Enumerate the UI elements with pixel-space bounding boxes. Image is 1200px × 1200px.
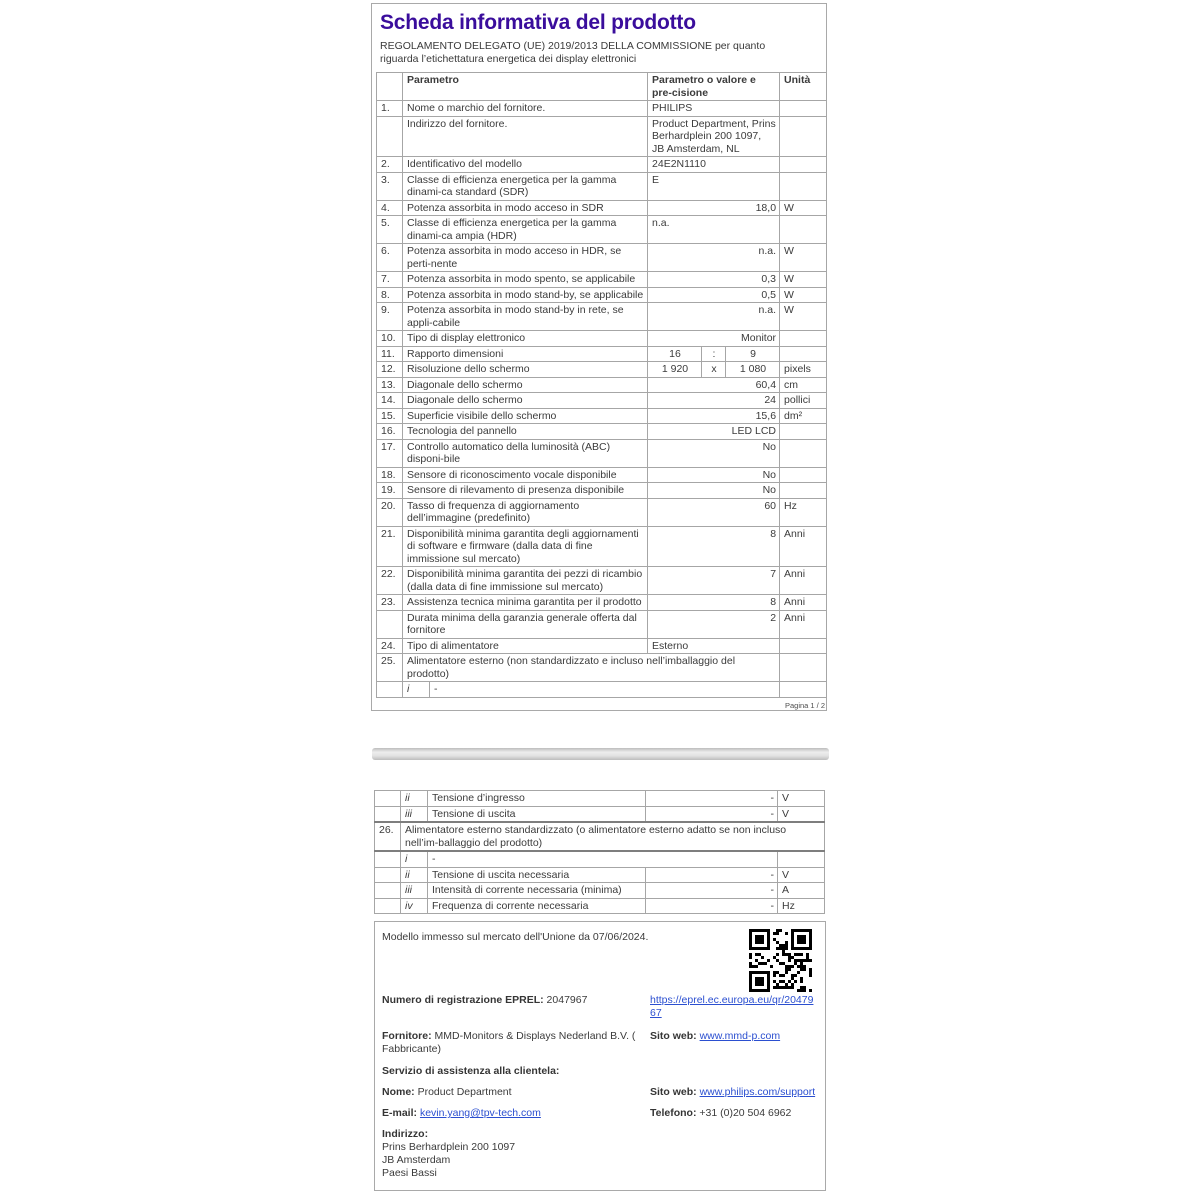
table-row (377, 244, 827, 272)
row-number-cell: 4. (377, 200, 403, 216)
row-number-cell: 25. (377, 654, 403, 682)
row-number-cell (377, 610, 403, 638)
table-row (377, 610, 827, 638)
parameter-cell: Potenza assorbita in modo acceso in SDR (403, 200, 648, 216)
parameter-cell: Rapporto dimensioni (403, 346, 648, 362)
row-number-cell: 24. (377, 638, 403, 654)
value-separator-cell: x (702, 362, 726, 378)
service-heading: Servizio di assistenza alla clientela: (382, 1065, 560, 1077)
table-row (377, 200, 827, 216)
table-row (377, 172, 827, 200)
unit-cell: V (778, 791, 825, 807)
unit-cell (780, 682, 827, 698)
parameter-cell: Tasso di frequenza di aggiornamento dell’immagine (predefinito) (403, 498, 648, 526)
value-cell: - (646, 883, 778, 899)
parameter-cell: Classe di efficienza energetica per la gamma dinami-ca ampia (HDR) (403, 216, 648, 244)
row-number-cell: 2. (377, 157, 403, 173)
row-number-cell (375, 851, 401, 867)
table-row (377, 303, 827, 331)
parameter-cell: Identificativo del modello (403, 157, 648, 173)
unit-cell: W (780, 287, 827, 303)
table-row (377, 157, 827, 173)
value-cell: n.a. (648, 303, 780, 331)
table-row (375, 822, 825, 851)
value-cell: Product Department, Prins Berhardplein 200 1097, JB Amsterdam, NL (648, 116, 780, 157)
value-cell: - (428, 851, 778, 867)
parameter-cell: Disponibilità minima garantita dei pezzi di ricambio (dalla data di fine immissione sul mercato) (403, 567, 648, 595)
parameter-cell: Nome o marchio del fornitore. (403, 101, 648, 117)
unit-cell (780, 331, 827, 347)
value-cell: n.a. (648, 216, 780, 244)
parameter-cell: Superficie visibile dello schermo (403, 408, 648, 424)
table-row (377, 393, 827, 409)
contact-name-line (382, 1086, 650, 1099)
table-row (377, 377, 827, 393)
parameter-header-cell: Parametro (403, 73, 648, 101)
value-cell: No (648, 439, 780, 467)
address-line: Prins Berhardplein 200 1097 (382, 1141, 516, 1153)
value-cell: E (648, 172, 780, 200)
row-number-header-cell (377, 73, 403, 101)
table-row (377, 216, 827, 244)
table-row (377, 682, 827, 698)
table-row (377, 408, 827, 424)
sub-index-cell: iii (401, 883, 428, 899)
row-number-cell: 19. (377, 483, 403, 499)
value-separator-cell: : (702, 346, 726, 362)
unit-cell (780, 424, 827, 440)
parameter-cell: Risoluzione dello schermo (403, 362, 648, 378)
philips-support-link[interactable]: www.philips.com/support (699, 1086, 816, 1098)
unit-cell (780, 654, 827, 682)
table-row (377, 467, 827, 483)
value-cell: 1 080 (726, 362, 780, 378)
unit-cell: V (778, 867, 825, 883)
value-cell: Esterno (648, 638, 780, 654)
siteweb-label: Sito web: (650, 1030, 697, 1042)
parameter-cell: Tecnologia del pannello (403, 424, 648, 440)
unit-cell: A (778, 883, 825, 899)
qr-code (749, 929, 812, 992)
sub-index-cell: iv (401, 898, 428, 914)
unit-cell: V (778, 806, 825, 822)
value-cell: - (646, 867, 778, 883)
table-row (377, 424, 827, 440)
parameter-cell: Diagonale dello schermo (403, 393, 648, 409)
phone-label: Telefono: (650, 1107, 697, 1119)
unit-cell: Anni (780, 526, 827, 567)
parameter-cell: Durata minima della garanzia generale offerta dal fornitore (403, 610, 648, 638)
parameter-cell: Intensità di corrente necessaria (minima) (428, 883, 646, 899)
value-cell: PHILIPS (648, 101, 780, 117)
value-cell: 24 (648, 393, 780, 409)
row-number-cell: 9. (377, 303, 403, 331)
row-number-cell (377, 682, 403, 698)
unit-cell: pixels (780, 362, 827, 378)
row-number-cell: 23. (377, 595, 403, 611)
value-cell: 18,0 (648, 200, 780, 216)
page-2 (374, 790, 825, 914)
parameter-cell: Classe di efficienza energetica per la gamma dinami-ca standard (SDR) (403, 172, 648, 200)
parameter-cell: Sensore di riconoscimento vocale disponibile (403, 467, 648, 483)
parameter-cell: Controllo automatico della luminosità (ABC) disponi-bile (403, 439, 648, 467)
unit-cell (780, 483, 827, 499)
unit-cell: W (780, 303, 827, 331)
page-separator-bar (372, 748, 829, 760)
unit-cell: cm (780, 377, 827, 393)
parameter-cell: Potenza assorbita in modo stand-by in rete, se appli-cabile (403, 303, 648, 331)
table-row (377, 567, 827, 595)
unit-cell (780, 346, 827, 362)
value-cell: n.a. (648, 244, 780, 272)
value-cell: - (646, 898, 778, 914)
value-cell: 60,4 (648, 377, 780, 393)
value-cell: 60 (648, 498, 780, 526)
table-row (377, 498, 827, 526)
row-number-cell: 10. (377, 331, 403, 347)
table-row (377, 654, 827, 682)
mmd-site-link[interactable]: www.mmd-p.com (699, 1030, 781, 1042)
unit-cell: Hz (778, 898, 825, 914)
parameter-cell: Disponibilità minima garantita degli aggiornamenti di software e firmware (dalla data di fine immissione sul mercato) (403, 526, 648, 567)
table-row (377, 595, 827, 611)
market-date-line: Modello immesso sul mercato dell'Unione da 07/06/2024. (382, 931, 649, 943)
unit-cell (780, 157, 827, 173)
value-cell: 16 (648, 346, 702, 362)
parameter-cell: Tipo di display elettronico (403, 331, 648, 347)
supplier-name: MMD-Monitors & Displays Nederland B.V. ( Fabbricante) (382, 1030, 636, 1055)
siteweb-philips-line (650, 1086, 819, 1099)
row-number-cell: 5. (377, 216, 403, 244)
parameter-cell: Tensione di uscita necessaria (428, 867, 646, 883)
unit-cell: W (780, 200, 827, 216)
value-cell: Monitor (648, 331, 780, 347)
value-cell: 1 920 (648, 362, 702, 378)
row-number-cell: 18. (377, 467, 403, 483)
row-number-cell (375, 898, 401, 914)
row-number-cell: 14. (377, 393, 403, 409)
value-cell: 7 (648, 567, 780, 595)
unit-cell: dm² (780, 408, 827, 424)
product-fiche-table-page1 (376, 72, 827, 698)
parameter-cell: Frequenza di corrente necessaria (428, 898, 646, 914)
parameter-cell: Diagonale dello schermo (403, 377, 648, 393)
table-row (377, 287, 827, 303)
unit-cell: Anni (780, 595, 827, 611)
table-row (377, 331, 827, 347)
unit-cell: Anni (780, 610, 827, 638)
table-row (377, 638, 827, 654)
row-number-cell: 7. (377, 272, 403, 288)
unit-cell (780, 216, 827, 244)
table-row (375, 806, 825, 822)
row-number-cell: 21. (377, 526, 403, 567)
unit-cell: pollici (780, 393, 827, 409)
row-number-cell: 22. (377, 567, 403, 595)
value-cell: - (430, 682, 780, 698)
parameter-cell: Tensione di uscita (428, 806, 646, 822)
row-number-cell (377, 116, 403, 157)
table-row (375, 898, 825, 914)
email-line (382, 1107, 650, 1120)
row-number-cell: 15. (377, 408, 403, 424)
siteweb-label-2: Sito web: (650, 1086, 697, 1098)
table-row (377, 439, 827, 467)
unit-cell: Anni (780, 567, 827, 595)
parameter-cell: Assistenza tecnica minima garantita per il prodotto (403, 595, 648, 611)
row-number-cell: 20. (377, 498, 403, 526)
table-row (377, 346, 827, 362)
row-number-cell: 3. (377, 172, 403, 200)
parameter-cell: Sensore di rilevamento di presenza disponibile (403, 483, 648, 499)
row-number-cell (375, 867, 401, 883)
table-row (377, 272, 827, 288)
row-number-cell (375, 806, 401, 822)
page-number: Pagina 1 / 2 (784, 700, 825, 710)
sub-index-cell: iii (401, 806, 428, 822)
phone-line (650, 1107, 819, 1120)
value-cell: 24E2N1110 (648, 157, 780, 173)
supplier-label: Fornitore: (382, 1030, 432, 1042)
eprel-label: Numero di registrazione EPREL: (382, 994, 544, 1006)
sub-index-cell: i (403, 682, 430, 698)
value-cell: - (646, 806, 778, 822)
name-label: Nome: (382, 1086, 415, 1098)
address-line: Paesi Bassi (382, 1167, 437, 1179)
parameter-cell: Potenza assorbita in modo acceso in HDR, se perti-nente (403, 244, 648, 272)
unit-cell (780, 638, 827, 654)
unit-cell: W (780, 272, 827, 288)
unit-cell (778, 851, 825, 867)
table-row (375, 867, 825, 883)
table-row (375, 851, 825, 867)
table-row (375, 791, 825, 807)
parameter-cell: Alimentatore esterno (non standardizzato e incluso nell’imballaggio del prodotto) (403, 654, 780, 682)
value-cell: 0,5 (648, 287, 780, 303)
row-number-cell: 1. (377, 101, 403, 117)
row-number-cell: 26. (375, 822, 401, 851)
value-cell: 8 (648, 595, 780, 611)
page-subtitle: REGOLAMENTO DELEGATO (UE) 2019/2013 DELLA COMMISSIONE per quanto riguarda l’etichettatura energetica dei display elettronici (380, 40, 766, 65)
parameter-cell: Potenza assorbita in modo stand-by, se applicabile (403, 287, 648, 303)
row-number-cell: 13. (377, 377, 403, 393)
sub-index-cell: i (401, 851, 428, 867)
table-row (377, 116, 827, 157)
value-cell: 2 (648, 610, 780, 638)
email-label: E-mail: (382, 1107, 418, 1119)
address-line: JB Amsterdam (382, 1154, 451, 1166)
row-number-cell: 17. (377, 439, 403, 467)
email-link[interactable]: kevin.yang@tpv-tech.com (419, 1107, 541, 1119)
value-cell: No (648, 467, 780, 483)
value-cell: 8 (648, 526, 780, 567)
eprel-registration (382, 994, 650, 1020)
value-cell: - (646, 791, 778, 807)
phone-number: +31 (0)20 504 6962 (699, 1107, 792, 1119)
unit-cell (780, 439, 827, 467)
unit-cell (780, 172, 827, 200)
row-number-cell: 6. (377, 244, 403, 272)
product-fiche-table-page2 (374, 790, 825, 914)
unit-header-cell: Unità (780, 73, 827, 101)
eprel-link[interactable]: https://eprel.ec.europa.eu/qr/2047967 (650, 994, 814, 1019)
contact-name: Product Department (417, 1086, 512, 1098)
table-row (377, 101, 827, 117)
row-number-cell: 16. (377, 424, 403, 440)
row-number-cell: 8. (377, 287, 403, 303)
parameter-cell: Alimentatore esterno standardizzato (o alimentatore esterno adatto se non incluso nell’im-ballaggio del prodotto) (401, 822, 825, 851)
table-row (377, 362, 827, 378)
parameter-cell: Indirizzo del fornitore. (403, 116, 648, 157)
address-block (382, 1128, 819, 1180)
table-row (377, 526, 827, 567)
row-number-cell (375, 883, 401, 899)
row-number-cell (375, 791, 401, 807)
sub-index-cell: ii (401, 867, 428, 883)
siteweb-mmd-line (650, 1030, 819, 1056)
unit-cell: Hz (780, 498, 827, 526)
value-cell: No (648, 483, 780, 499)
parameter-cell: Tipo di alimentatore (403, 638, 648, 654)
eprel-number: 2047967 (546, 994, 588, 1006)
parameter-cell: Tensione d’ingresso (428, 791, 646, 807)
value-cell: 0,3 (648, 272, 780, 288)
page-1 (371, 3, 827, 711)
supplier-line (382, 1030, 650, 1056)
value-cell: 9 (726, 346, 780, 362)
unit-cell (780, 467, 827, 483)
value-cell: 15,6 (648, 408, 780, 424)
table-header-row (377, 73, 827, 101)
address-label: Indirizzo: (382, 1128, 429, 1140)
value-header-cell: Parametro o valore e pre-cisione (648, 73, 780, 101)
unit-cell: W (780, 244, 827, 272)
value-cell: LED LCD (648, 424, 780, 440)
unit-cell (780, 101, 827, 117)
table-row (375, 883, 825, 899)
row-number-cell: 12. (377, 362, 403, 378)
unit-cell (780, 116, 827, 157)
registration-info-box (374, 921, 826, 1191)
parameter-cell: Potenza assorbita in modo spento, se applicabile (403, 272, 648, 288)
table-row (377, 483, 827, 499)
row-number-cell: 11. (377, 346, 403, 362)
page-title: Scheda informativa del prodotto (380, 11, 696, 34)
sub-index-cell: ii (401, 791, 428, 807)
